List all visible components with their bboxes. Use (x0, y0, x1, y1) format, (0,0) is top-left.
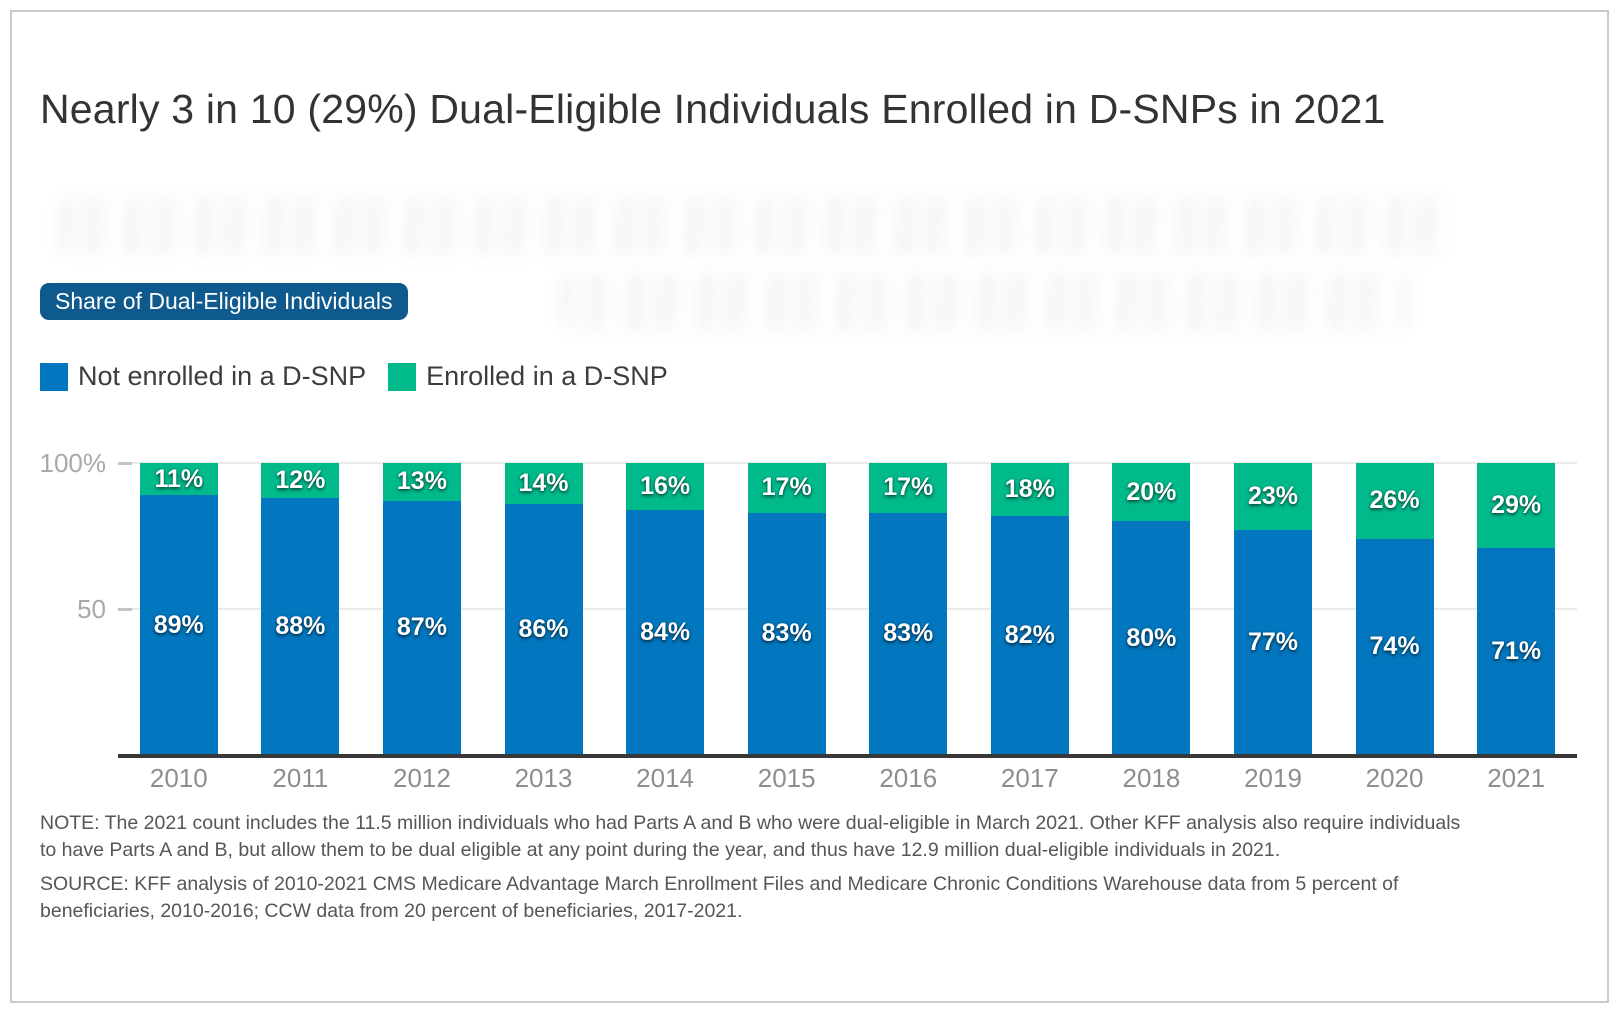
bar-value-label: 12% (275, 466, 326, 495)
bar-2018 (1091, 463, 1213, 755)
bar-value-label: 29% (1491, 490, 1542, 519)
legend-swatch-blue (40, 363, 68, 391)
bar-segment (383, 463, 461, 501)
bar-segment (869, 463, 947, 513)
bar-value-label: 17% (761, 473, 812, 502)
bar-segment (626, 510, 704, 755)
bar-2020 (1334, 463, 1456, 755)
bar-stack (505, 463, 583, 755)
bar-2014 (604, 463, 726, 755)
x-axis-label: 2010 (149, 763, 208, 793)
y-axis-tick (118, 462, 132, 465)
bar-stack (1356, 463, 1434, 755)
bar-segment (505, 504, 583, 755)
bar-segment (1356, 539, 1434, 755)
legend-label: Not enrolled in a D-SNP (78, 361, 367, 391)
footnotes (40, 810, 1478, 931)
blurred-ghost-text-band-1 (58, 196, 1453, 256)
bar-segment (748, 463, 826, 513)
bar-2016 (847, 463, 969, 755)
subtitle-badge: Share of Dual-Eligible Individuals (40, 283, 408, 320)
bar-stack (626, 463, 704, 755)
bar-value-label: 26% (1369, 486, 1420, 515)
x-axis-label: 2018 (1122, 763, 1181, 793)
bar-value-label: 83% (883, 619, 934, 648)
x-axis-label: 2019 (1244, 763, 1302, 793)
bar-value-label: 80% (1126, 623, 1177, 652)
bar-stack (991, 463, 1069, 755)
bar-value-label: 18% (1004, 474, 1055, 503)
bar-2012 (361, 463, 483, 755)
bar-segment (1477, 463, 1555, 548)
bar-segment (1356, 463, 1434, 539)
bar-segment (991, 516, 1069, 755)
x-axis-label: 2015 (757, 763, 816, 793)
bar-segment (505, 463, 583, 504)
bar-segment (1234, 530, 1312, 755)
bar-value-label: 20% (1126, 477, 1177, 506)
bar-2019 (1212, 463, 1334, 755)
x-axis-label: 2020 (1365, 763, 1424, 793)
bar-segment (1234, 463, 1312, 530)
y-axis-tick (118, 608, 132, 611)
bar-value-label: 77% (1247, 628, 1298, 657)
source-text: SOURCE: KFF analysis of 2010-2021 CMS Medicare Advantage March Enrollment Files and Medicare Chronic Conditions Warehouse data from 5 percent of beneficiaries, 2010-2016; CCW data from 20 percent of beneficiaries, 2017-2021. (40, 872, 1399, 922)
x-axis-label: 2014 (636, 763, 695, 793)
chart-legend (40, 361, 668, 392)
legend-item-not-enrolled (40, 361, 366, 392)
bar-value-label: 16% (640, 471, 691, 500)
bar-segment (626, 463, 704, 510)
bar-value-label: 86% (518, 614, 569, 643)
bar-stack (748, 463, 826, 755)
bar-segment (140, 495, 218, 755)
bar-segment (1112, 521, 1190, 755)
bar-value-label: 11% (154, 464, 204, 493)
legend-label: Enrolled in a D-SNP (426, 361, 668, 391)
blurred-ghost-text-band-2 (560, 272, 1410, 332)
bar-segment (1477, 548, 1555, 755)
bar-stack (140, 463, 218, 755)
bar-segment (748, 513, 826, 755)
x-axis-label: 2013 (514, 763, 573, 793)
x-axis-label: 2011 (272, 763, 329, 793)
bar-value-label: 17% (883, 473, 934, 502)
bar-segment (261, 463, 339, 498)
bar-value-label: 83% (761, 619, 812, 648)
bar-2010 (118, 463, 240, 755)
note-text: NOTE: The 2021 count includes the 11.5 million individuals who had Parts A and B who were dual-eligible in March 2021. Other KFF analysis also require individuals to have Parts A and B, but allow them to be dual eligible at any point during the year, and thus have 12.9 million dual-eligible individuals in 2021. (40, 812, 1461, 862)
bar-2011 (240, 463, 362, 755)
x-axis-label: 2021 (1487, 763, 1546, 793)
bar-2015 (726, 463, 848, 755)
bar-value-label: 71% (1491, 636, 1542, 665)
bar-2021 (1455, 463, 1577, 755)
y-axis-tick-label: 50 (77, 594, 106, 624)
bar-value-label: 89% (153, 610, 204, 639)
y-axis-tick-label: 100% (39, 448, 106, 478)
x-axis-baseline (118, 754, 1577, 758)
bar-value-label: 88% (275, 612, 326, 640)
chart-title: Nearly 3 in 10 (29%) Dual-Eligible Individuals Enrolled in D-SNPs in 2021 (40, 86, 1386, 132)
x-axis-label: 2016 (879, 763, 938, 793)
legend-item-enrolled (388, 361, 668, 392)
bar-stack (1112, 463, 1190, 755)
bar-stack (869, 463, 947, 755)
bar-value-label: 87% (396, 613, 447, 642)
bars-container (118, 463, 1577, 755)
bar-value-label: 84% (640, 617, 691, 646)
x-axis-label: 2017 (1000, 763, 1059, 793)
bar-segment (140, 463, 218, 495)
x-axis-label: 2012 (393, 763, 451, 793)
bar-value-label: 14% (518, 468, 569, 497)
bar-stack (1477, 463, 1555, 755)
bar-segment (869, 513, 947, 755)
bar-2017 (969, 463, 1091, 755)
bar-stack (1234, 463, 1312, 755)
legend-swatch-green (388, 363, 416, 391)
bar-segment (991, 463, 1069, 516)
bar-2013 (483, 463, 605, 755)
bar-segment (1112, 463, 1190, 521)
bar-stack (261, 463, 339, 755)
bar-value-label: 82% (1004, 620, 1055, 649)
bar-segment (383, 501, 461, 755)
bar-value-label: 13% (396, 467, 447, 496)
plot-area (118, 463, 1577, 755)
bar-segment (261, 498, 339, 755)
bar-value-label: 23% (1247, 482, 1298, 511)
x-axis-labels (118, 763, 1577, 794)
bar-value-label: 74% (1369, 632, 1420, 661)
bar-stack (383, 463, 461, 755)
